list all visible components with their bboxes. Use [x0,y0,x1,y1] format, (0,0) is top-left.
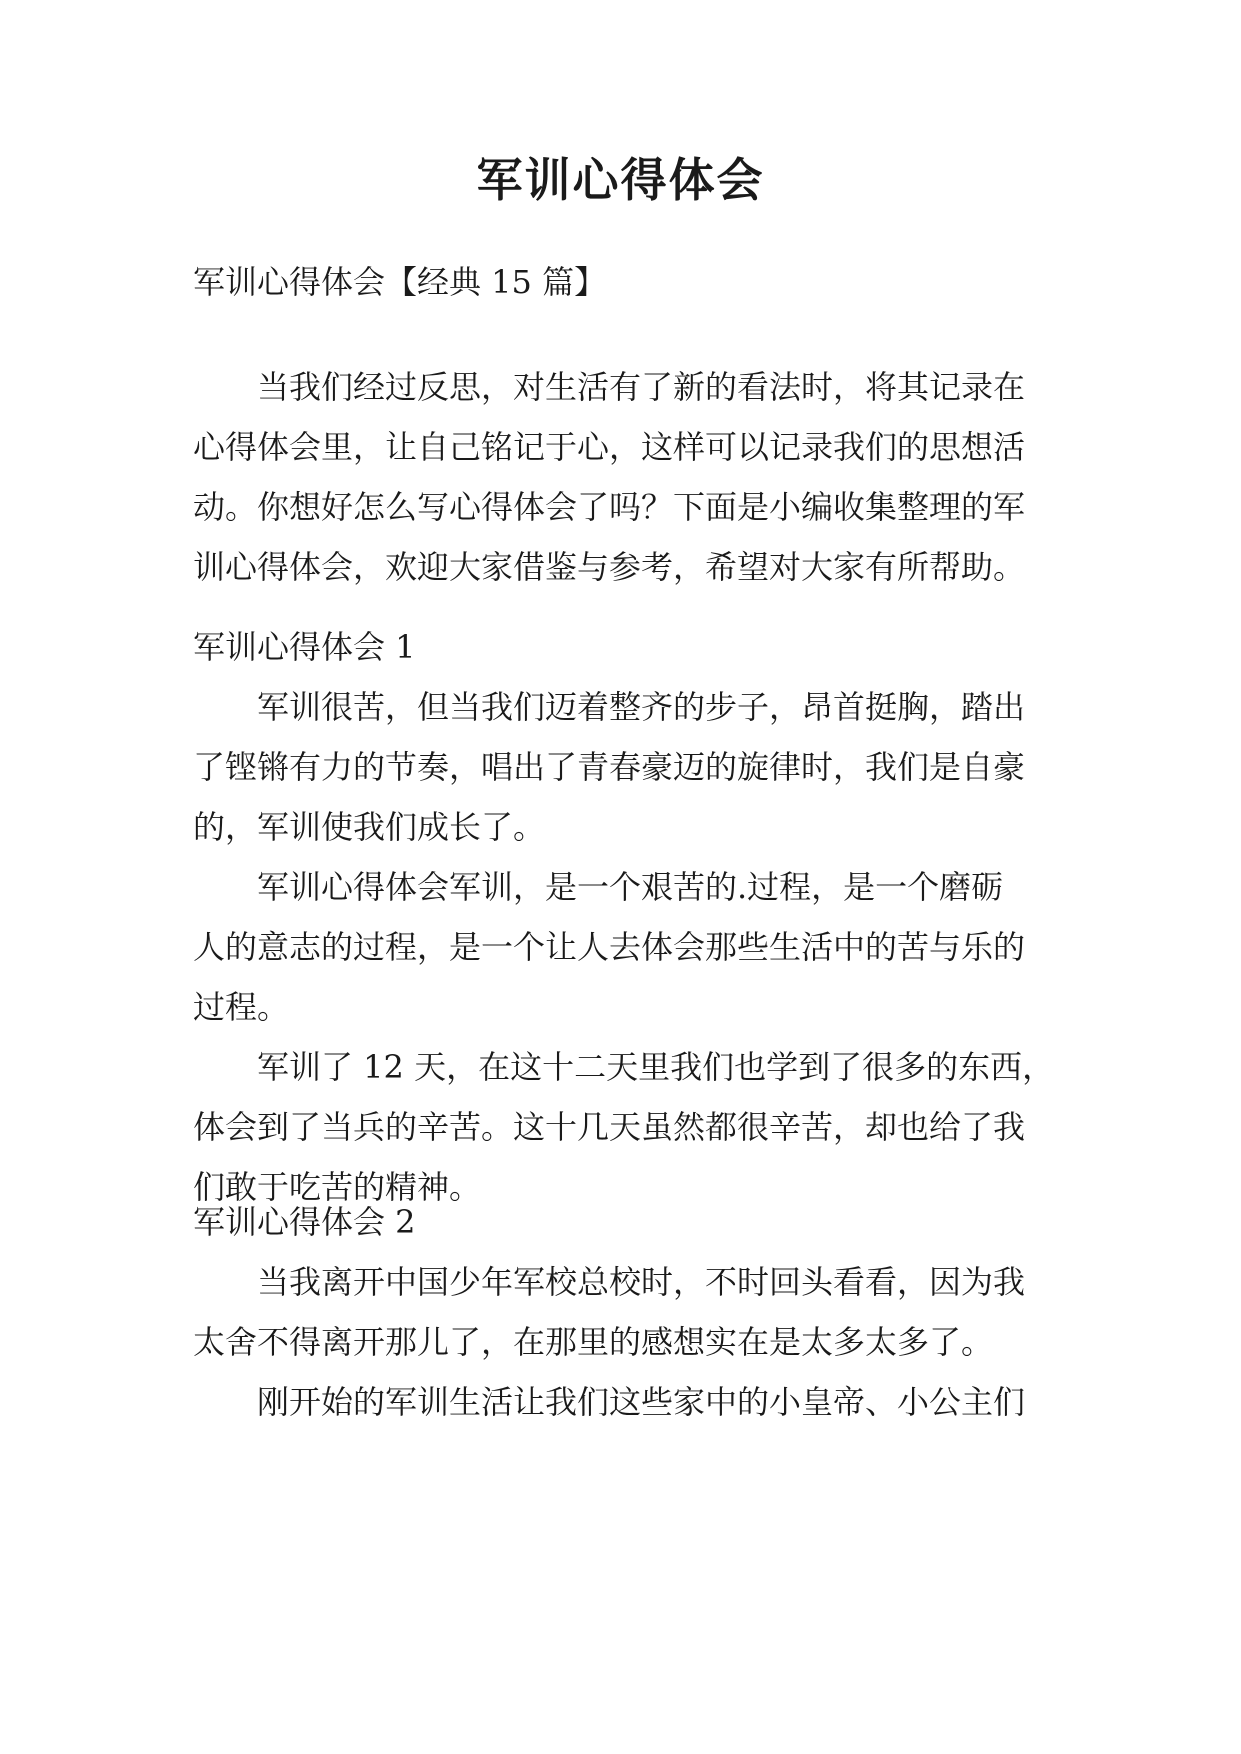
section-2-line: 当我离开中国少年军校总校时，不时回头看看，因为我 [257,1263,1026,1301]
intro-line: 心得体会里，让自己铭记于心，这样可以记录我们的思想活 [193,428,1026,466]
section-2 [193,1192,1053,1432]
section-1-line: 的，军训使我们成长了。 [193,808,546,846]
section-1-line: 们敢于吃苦的精神。 [193,1168,482,1206]
section-1-line: 人的意志的过程，是一个让人去体会那些生活中的苦与乐的 [193,928,1026,966]
document-subtitle-block [193,252,1053,312]
document-subtitle: 军训心得体会【经典 15 篇】 [193,263,607,301]
section-1-line: 军训了 12 天，在这十二天里我们也学到了很多的东西， [257,1048,1055,1086]
section-1-line: 了铿锵有力的节奏，唱出了青春豪迈的旋律时，我们是自豪 [193,748,1026,786]
intro-line: 当我们经过反思，对生活有了新的看法时，将其记录在 [257,368,1026,406]
section-heading-1: 军训心得体会 1 [193,628,416,666]
section-1-line: 过程。 [193,988,290,1026]
section-2-line: 刚开始的军训生活让我们这些家中的小皇帝、小公主们 [257,1383,1026,1421]
section-1-line: 军训很苦，但当我们迈着整齐的步子，昂首挺胸，踏出 [257,688,1026,726]
intro-line: 动。你想好怎么写心得体会了吗？下面是小编收集整理的军 [193,488,1026,526]
intro-line: 训心得体会，欢迎大家借鉴与参考，希望对大家有所帮助。 [193,548,1026,586]
section-2-line: 太舍不得离开那儿了，在那里的感想实在是太多太多了。 [193,1323,994,1361]
section-1-line: 体会到了当兵的辛苦。这十几天虽然都很辛苦，却也给了我 [193,1108,1026,1146]
page-title: 军训心得体会 [476,153,765,207]
section-1-line: 军训心得体会军训，是一个艰苦的.过程，是一个磨砺 [257,868,1004,906]
section-heading-2: 军训心得体会 2 [193,1203,416,1241]
intro-paragraph [193,357,1053,597]
section-1 [193,617,1053,1217]
